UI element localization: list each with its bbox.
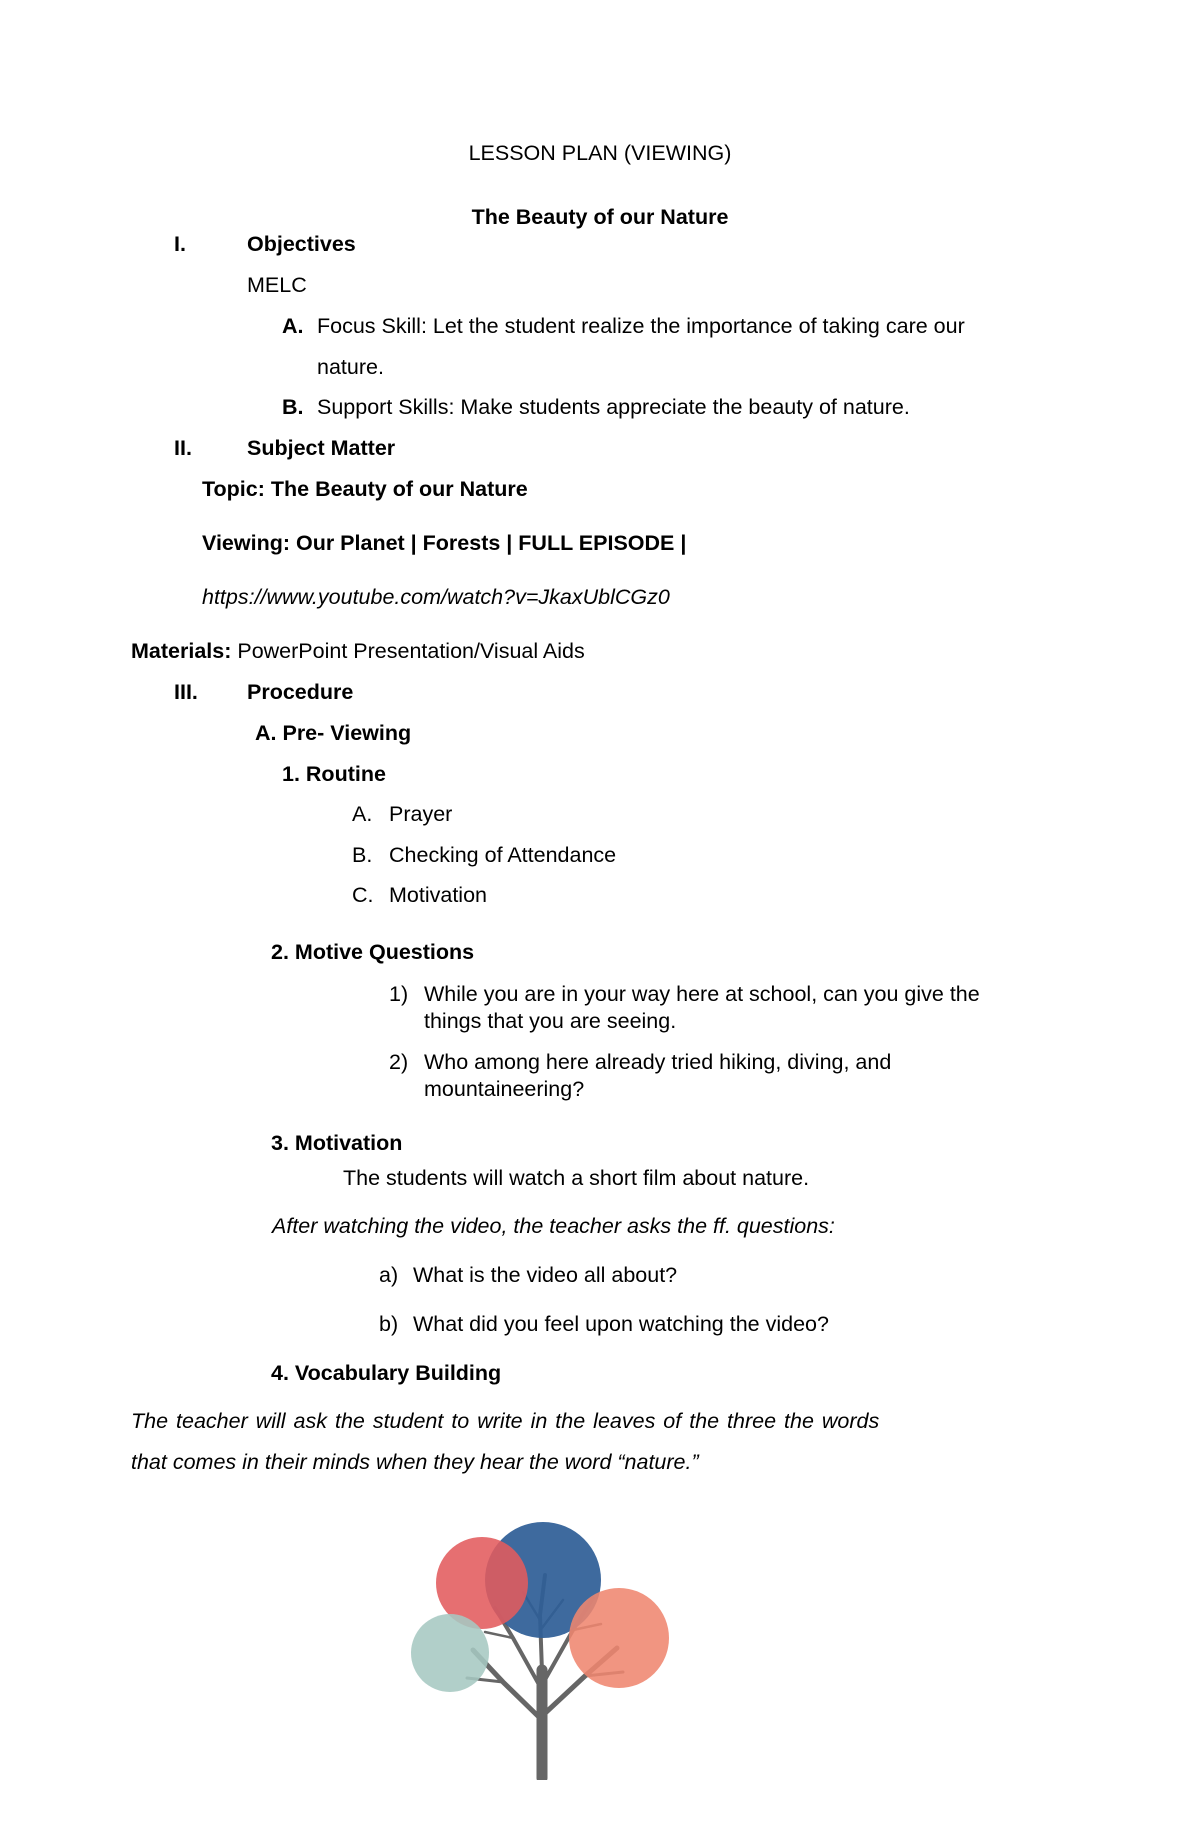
tree-icon xyxy=(395,1520,695,1780)
pre-viewing-heading: A. Pre- Viewing xyxy=(255,721,412,745)
materials-line xyxy=(131,639,585,664)
document-title: LESSON PLAN (VIEWING) xyxy=(468,141,732,165)
leaf-circle-salmon xyxy=(569,1588,669,1688)
motive-question-2-line2: mountaineering? xyxy=(424,1077,585,1101)
objective-a-text-line1: Focus Skill: Let the student realize the importance of taking care our xyxy=(317,314,965,338)
routine-item-motivation: Motivation xyxy=(389,883,487,907)
melc-label: MELC xyxy=(247,273,307,297)
video-question-b: What did you feel upon watching the video? xyxy=(413,1312,829,1336)
motivation-text: The students will watch a short film about nature. xyxy=(343,1166,810,1190)
vocabulary-text-line1: The teacher will ask the student to write in the leaves of the three the words xyxy=(131,1409,880,1433)
routine-heading: 1. Routine xyxy=(282,762,386,786)
motive-question-1-line1: While you are in your way here at school, can you give the xyxy=(424,982,980,1006)
video-question-a: What is the video all about? xyxy=(413,1263,678,1287)
vocabulary-heading: 4. Vocabulary Building xyxy=(271,1361,502,1385)
leaf-circle-teal xyxy=(411,1614,489,1692)
objective-b-text: Support Skills: Make students appreciate the beauty of nature. xyxy=(317,395,910,419)
question-marker: 1) xyxy=(389,982,409,1006)
motivation-heading: 3. Motivation xyxy=(271,1131,403,1155)
routine-item-marker: C. xyxy=(352,883,374,907)
procedure-heading: Procedure xyxy=(247,680,354,704)
materials-label: Materials: xyxy=(131,639,232,663)
objective-a-letter: A. xyxy=(282,314,304,338)
motive-question-1-line2: things that you are seeing. xyxy=(424,1009,677,1033)
after-watching-text: After watching the video, the teacher asks the ff. questions: xyxy=(272,1214,835,1238)
lesson-subtitle: The Beauty of our Nature xyxy=(471,205,729,229)
objective-b-letter: B. xyxy=(282,395,304,419)
materials-value: PowerPoint Presentation/Visual Aids xyxy=(237,639,585,663)
motive-question-2-line1: Who among here already tried hiking, diving, and xyxy=(424,1050,892,1074)
objectives-heading: Objectives xyxy=(247,232,356,256)
routine-item-marker: B. xyxy=(352,843,373,867)
question-marker: b) xyxy=(379,1312,399,1336)
question-marker: a) xyxy=(379,1263,399,1287)
routine-item-prayer: Prayer xyxy=(389,802,453,826)
video-link[interactable]: https://www.youtube.com/watch?v=JkaxUblCGz0 xyxy=(202,585,670,609)
section-numeral-1: I. xyxy=(174,232,186,256)
routine-item-marker: A. xyxy=(352,802,373,826)
viewing-line: Viewing: Our Planet | Forests | FULL EPISODE | xyxy=(202,531,687,555)
section-numeral-2: II. xyxy=(174,436,192,460)
vocabulary-text-line2: that comes in their minds when they hear the word “nature.” xyxy=(131,1450,699,1474)
routine-item-attendance: Checking of Attendance xyxy=(389,843,617,867)
section-numeral-3: III. xyxy=(174,680,198,704)
subject-matter-heading: Subject Matter xyxy=(247,436,396,460)
objective-a-text-line2: nature. xyxy=(317,355,384,379)
topic-line: Topic: The Beauty of our Nature xyxy=(202,477,528,501)
question-marker: 2) xyxy=(389,1050,409,1074)
motive-questions-heading: 2. Motive Questions xyxy=(271,940,475,964)
